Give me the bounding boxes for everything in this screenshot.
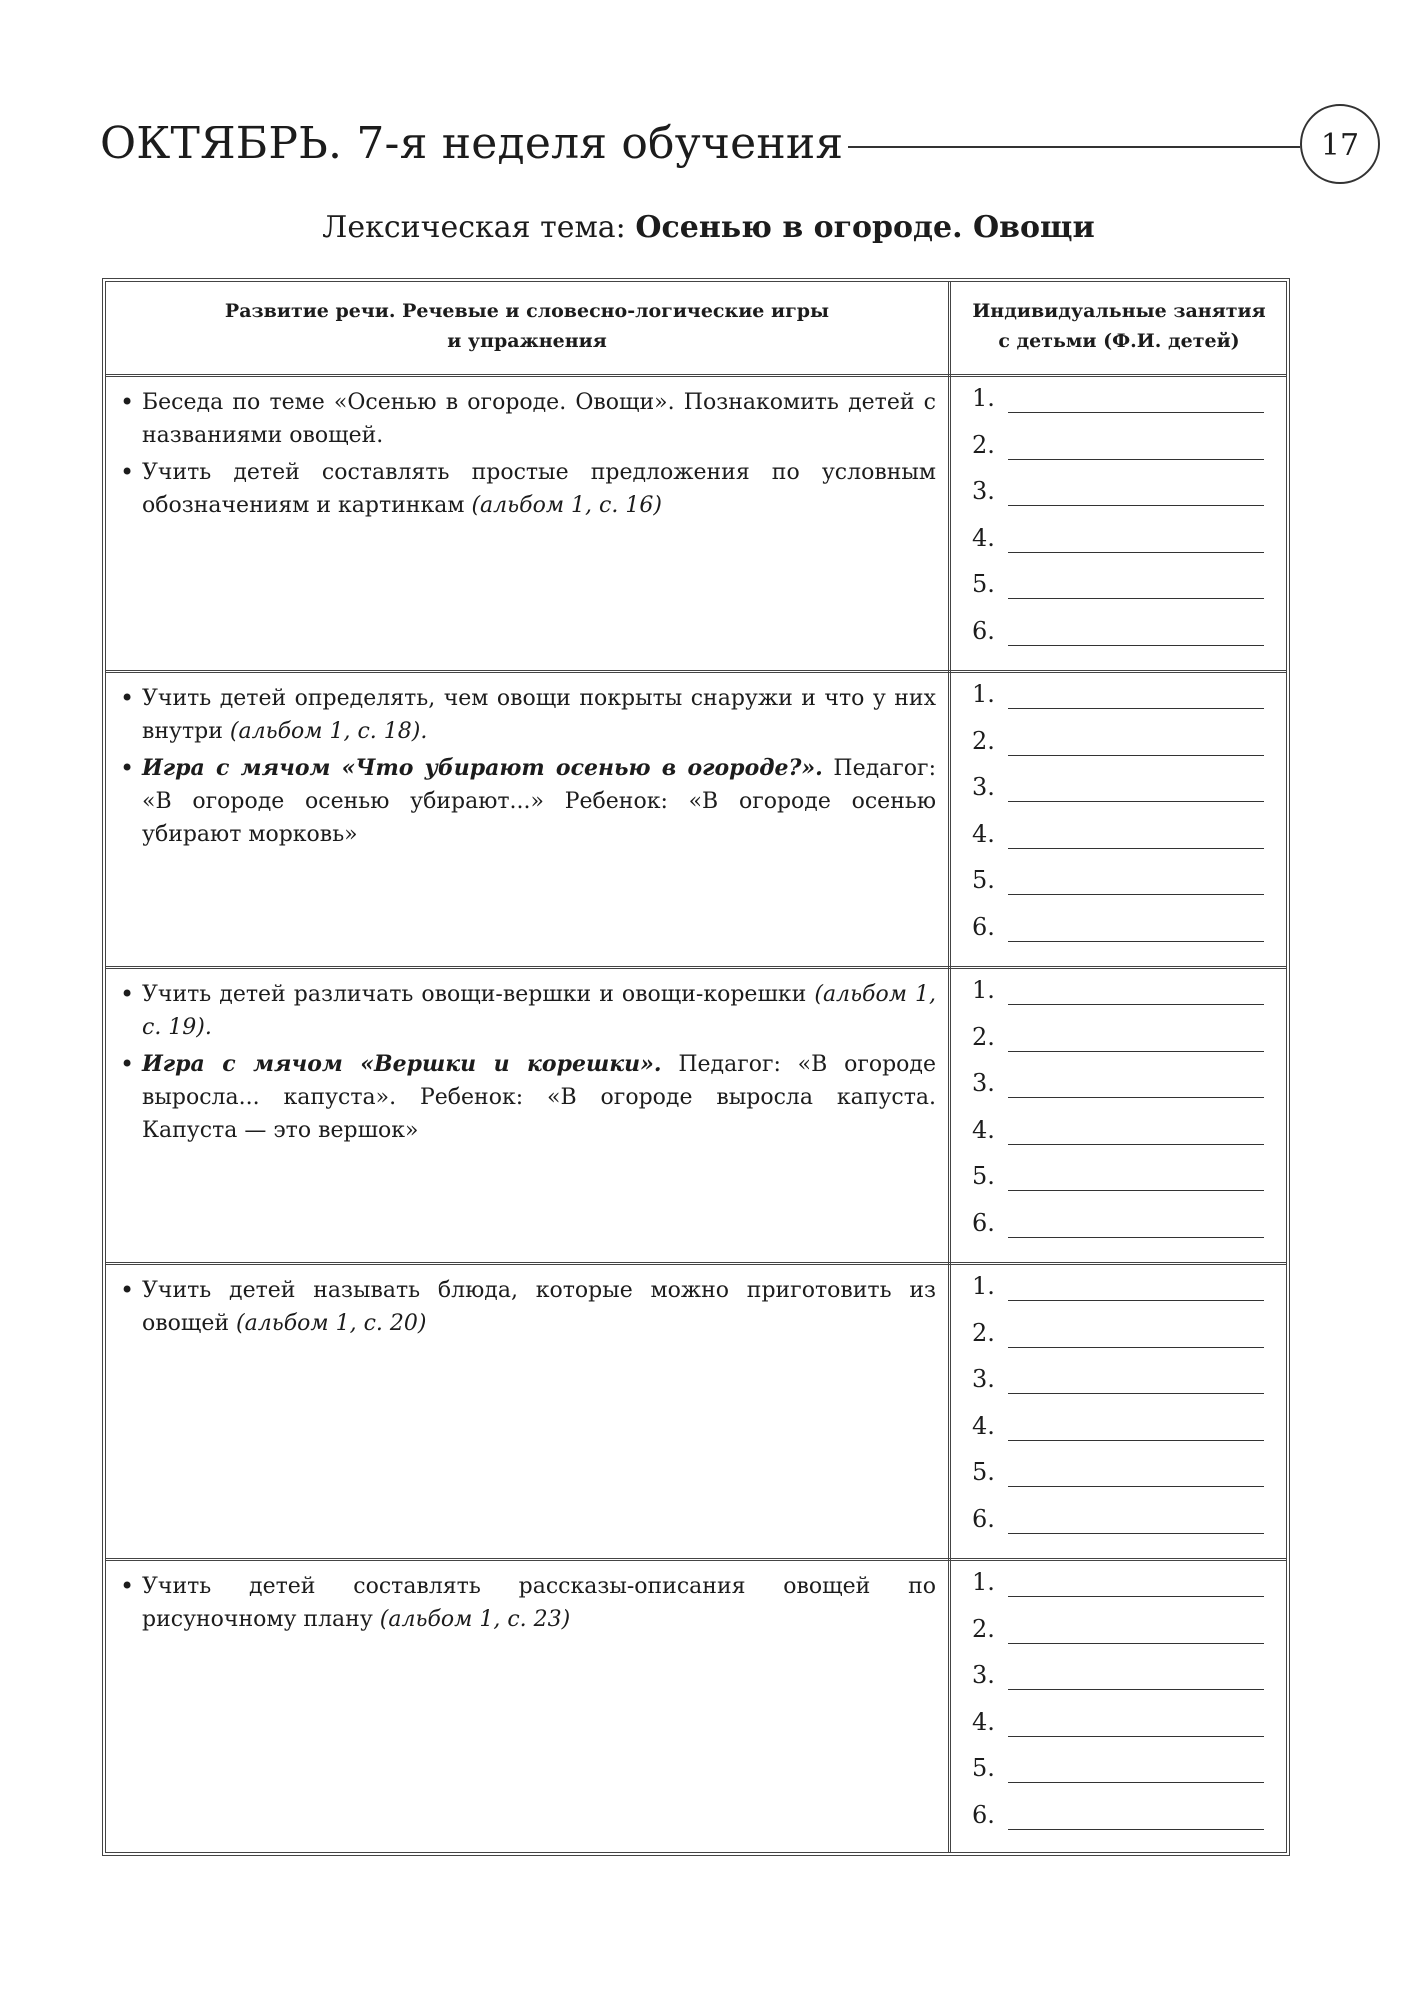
lexical-topic <box>0 210 1417 245</box>
activity-cell <box>116 386 936 526</box>
lexical-topic-name: Осенью в огороде. Овощи <box>635 210 1095 245</box>
slot-number: 2. <box>972 1614 995 1643</box>
blank-line <box>1008 941 1264 942</box>
child-name-slot[interactable] <box>964 1609 1264 1656</box>
blank-line <box>1008 1097 1264 1098</box>
blank-line <box>1008 1190 1264 1191</box>
slot-number: 6. <box>972 1208 995 1237</box>
blank-line <box>1008 1486 1264 1487</box>
blank-line <box>1008 1689 1264 1690</box>
child-name-slot[interactable] <box>964 1110 1264 1157</box>
blank-line <box>1008 1533 1264 1534</box>
child-name-slot[interactable] <box>964 860 1264 907</box>
blank-line <box>1008 1596 1264 1597</box>
slot-number: 6. <box>972 1504 995 1533</box>
child-name-slot[interactable] <box>964 1017 1264 1064</box>
album-reference: (альбом 1, с. 20) <box>236 1311 427 1336</box>
child-name-slot[interactable] <box>964 1748 1264 1795</box>
activity-text: Учить детей составлять рассказы-описания овощей по рисуночному плану <box>142 1574 936 1632</box>
row-divider <box>106 1262 1286 1265</box>
slot-number: 4. <box>972 1411 995 1440</box>
row-divider <box>106 1558 1286 1561</box>
blank-line <box>1008 552 1264 553</box>
slot-number: 2. <box>972 726 995 755</box>
blank-line <box>1008 1004 1264 1005</box>
child-name-slot[interactable] <box>964 1156 1264 1203</box>
slot-number: 1. <box>972 976 995 1004</box>
slot-number: 2. <box>972 1022 995 1051</box>
column-header-speech-line1: Развитие речи. Речевые и словесно-логические игры <box>224 300 830 322</box>
child-name-slot[interactable] <box>964 1266 1264 1313</box>
activity-item <box>116 1274 936 1340</box>
slot-number: 4. <box>972 819 995 848</box>
slot-number: 6. <box>972 616 995 645</box>
child-name-slot[interactable] <box>964 767 1264 814</box>
blank-line <box>1008 645 1264 646</box>
activity-cell <box>116 1570 936 1640</box>
blank-line <box>1008 1347 1264 1348</box>
blank-line <box>1008 459 1264 460</box>
slot-number: 3. <box>972 477 995 505</box>
blank-line <box>1008 1144 1264 1145</box>
activity-text: Учить детей составлять простые предложения по условным обозначениям и картинкам <box>142 460 936 518</box>
page-header <box>100 112 1360 192</box>
activity-text: Учить детей определять, чем овощи покрыты снаружи и что у них внутри <box>142 686 936 744</box>
row-divider <box>106 966 1286 969</box>
blank-line <box>1008 848 1264 849</box>
blank-line <box>1008 412 1264 413</box>
child-name-slot[interactable] <box>964 1063 1264 1110</box>
column-header-individual <box>952 296 1286 356</box>
activity-text: Учить детей различать овощи-вершки и овощи-корешки <box>142 982 815 1007</box>
slot-number: 5. <box>972 570 995 598</box>
row-divider <box>106 670 1286 673</box>
slot-number: 1. <box>972 1568 995 1596</box>
child-name-slot[interactable] <box>964 471 1264 518</box>
child-name-slot[interactable] <box>964 814 1264 861</box>
activity-text: Беседа по теме «Осенью в огороде. Овощи». Познакомить детей с названиями овощей. <box>142 390 936 448</box>
activity-cell <box>116 978 936 1151</box>
page-number: 17 <box>1300 104 1380 184</box>
activity-text: Педагог: «В огороде осенью убирают...» Ребенок: «В огороде осенью убирают морковь» <box>142 756 936 847</box>
blank-line <box>1008 505 1264 506</box>
individual-slots <box>964 1266 1264 1545</box>
activity-text: Учить детей называть блюда, которые можно приготовить из овощей <box>142 1278 936 1336</box>
header-rule <box>848 146 1300 148</box>
child-name-slot[interactable] <box>964 1359 1264 1406</box>
activity-item <box>116 456 936 522</box>
slot-number: 5. <box>972 866 995 894</box>
child-name-slot[interactable] <box>964 1313 1264 1360</box>
lexical-topic-label: Лексическая тема: <box>322 210 626 245</box>
game-title: Игра с мячом «Что убирают осенью в огороде?». <box>142 755 823 781</box>
column-header-individual-line1: Индивидуальные занятия <box>972 300 1266 322</box>
album-reference: (альбом 1, с. 18). <box>229 719 428 744</box>
slot-number: 6. <box>972 912 995 941</box>
blank-line <box>1008 755 1264 756</box>
blank-line <box>1008 1300 1264 1301</box>
slot-number: 1. <box>972 680 995 708</box>
activity-cell <box>116 1274 936 1344</box>
slot-number: 4. <box>972 1707 995 1736</box>
game-title: Игра с мячом «Вершки и корешки». <box>142 1051 662 1077</box>
child-name-slot[interactable] <box>964 1406 1264 1453</box>
slot-number: 3. <box>972 1661 995 1689</box>
slot-number: 5. <box>972 1458 995 1486</box>
row-divider <box>106 374 1286 377</box>
slot-number: 4. <box>972 1115 995 1144</box>
slot-number: 1. <box>972 1272 995 1300</box>
blank-line <box>1008 1782 1264 1783</box>
blank-line <box>1008 1736 1264 1737</box>
child-name-slot[interactable] <box>964 907 1264 954</box>
slot-number: 6. <box>972 1800 995 1829</box>
individual-slots <box>964 674 1264 953</box>
individual-slots <box>964 970 1264 1249</box>
blank-line <box>1008 708 1264 709</box>
activity-cell <box>116 682 936 855</box>
slot-number: 5. <box>972 1162 995 1190</box>
child-name-slot[interactable] <box>964 1702 1264 1749</box>
column-header-individual-line2: с детьми (Ф.И. детей) <box>998 330 1240 352</box>
blank-line <box>1008 801 1264 802</box>
activity-item <box>116 1048 936 1147</box>
child-name-slot[interactable] <box>964 1499 1264 1546</box>
blank-line <box>1008 1237 1264 1238</box>
album-reference: (альбом 1, с. 23) <box>379 1607 571 1632</box>
blank-line <box>1008 894 1264 895</box>
slot-number: 2. <box>972 1318 995 1347</box>
child-name-slot[interactable] <box>964 674 1264 721</box>
individual-slots <box>964 378 1264 657</box>
child-name-slot[interactable] <box>964 721 1264 768</box>
blank-line <box>1008 598 1264 599</box>
column-header-speech-line2: и упражнения <box>447 330 607 352</box>
page-title: ОКТЯБРЬ. 7-я неделя обучения <box>100 118 844 169</box>
column-header-speech <box>106 296 948 356</box>
child-name-slot[interactable] <box>964 564 1264 611</box>
activity-text: Педагог: «В огороде выросла... капуста». Ребенок: «В огороде выросла капуста. Капуста — это вершок» <box>142 1052 936 1143</box>
blank-line <box>1008 1440 1264 1441</box>
activity-item <box>116 682 936 748</box>
slot-number: 2. <box>972 430 995 459</box>
child-name-slot[interactable] <box>964 518 1264 565</box>
activity-item <box>116 386 936 452</box>
child-name-slot[interactable] <box>964 970 1264 1017</box>
child-name-slot[interactable] <box>964 425 1264 472</box>
activity-item <box>116 752 936 851</box>
individual-slots <box>964 1562 1264 1841</box>
child-name-slot[interactable] <box>964 1655 1264 1702</box>
slot-number: 3. <box>972 773 995 801</box>
lesson-table <box>102 278 1290 1856</box>
blank-line <box>1008 1643 1264 1644</box>
album-reference: (альбом 1, с. 16) <box>471 493 662 518</box>
blank-line <box>1008 1051 1264 1052</box>
child-name-slot[interactable] <box>964 611 1264 658</box>
child-name-slot[interactable] <box>964 1562 1264 1609</box>
album-reference: (альбом 1, с. 19). <box>142 982 936 1040</box>
slot-number: 3. <box>972 1365 995 1393</box>
slot-number: 5. <box>972 1754 995 1782</box>
slot-number: 4. <box>972 523 995 552</box>
column-divider <box>948 282 951 1852</box>
activity-item <box>116 978 936 1044</box>
slot-number: 1. <box>972 384 995 412</box>
blank-line <box>1008 1829 1264 1830</box>
blank-line <box>1008 1393 1264 1394</box>
activity-item <box>116 1570 936 1636</box>
slot-number: 3. <box>972 1069 995 1097</box>
child-name-slot[interactable] <box>964 378 1264 425</box>
child-name-slot[interactable] <box>964 1795 1264 1842</box>
child-name-slot[interactable] <box>964 1452 1264 1499</box>
child-name-slot[interactable] <box>964 1203 1264 1250</box>
